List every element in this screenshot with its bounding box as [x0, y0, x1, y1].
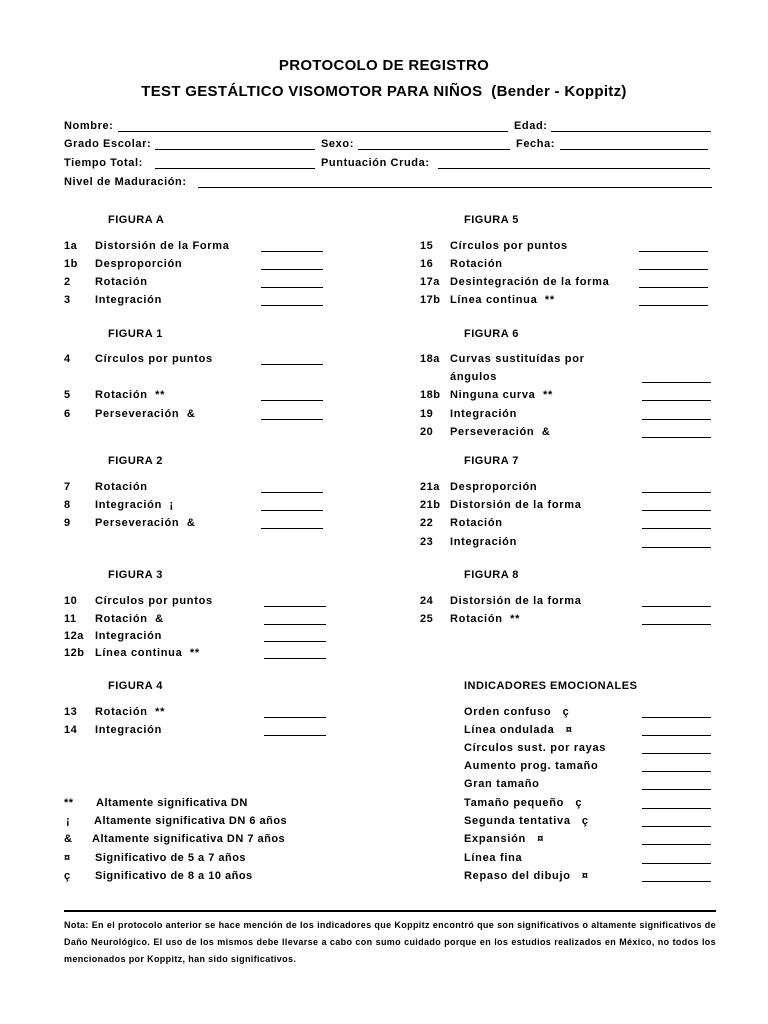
legend-text: Altamente significativa DN 6 años: [94, 815, 288, 827]
score-field[interactable]: [642, 881, 711, 882]
indicadores-emocionales-heading: INDICADORES EMOCIONALES: [464, 680, 638, 692]
item-label: Rotación **: [450, 613, 521, 625]
item-label: Integración ¡: [95, 499, 174, 511]
item-label: Rotación &: [95, 613, 164, 625]
figura-4-heading: FIGURA 4: [108, 680, 163, 692]
figura-5-heading: FIGURA 5: [464, 214, 519, 226]
emotional-indicator-label: Tamaño pequeño ç: [464, 797, 583, 809]
nombre-label: Nombre:: [64, 120, 114, 132]
item-label: Desproporción: [450, 481, 538, 493]
score-field[interactable]: [261, 510, 323, 511]
item-label: Perseveración &: [450, 426, 551, 438]
figura-a-heading: FIGURA A: [108, 214, 165, 226]
score-field[interactable]: [642, 528, 711, 529]
item-number: 21a: [420, 481, 440, 493]
item-label: Rotación: [95, 481, 148, 493]
item-label: Ninguna curva **: [450, 389, 553, 401]
score-field[interactable]: [642, 789, 711, 790]
tiempo-field[interactable]: [155, 168, 315, 169]
figura-7-heading: FIGURA 7: [464, 455, 519, 467]
grado-field[interactable]: [155, 149, 315, 150]
item-number: 7: [64, 481, 71, 493]
score-field[interactable]: [642, 437, 711, 438]
item-label: Desintegración de la forma: [450, 276, 610, 288]
item-number: 1a: [64, 240, 78, 252]
score-field[interactable]: [264, 717, 326, 718]
item-number: 3: [64, 294, 71, 306]
item-number: 1b: [64, 258, 78, 270]
score-field[interactable]: [264, 624, 326, 625]
score-field[interactable]: [639, 287, 708, 288]
legend-symbol: **: [64, 797, 74, 809]
score-field[interactable]: [642, 735, 711, 736]
item-label: Curvas sustituídas por: [450, 353, 585, 365]
item-number: 10: [64, 595, 78, 607]
score-field[interactable]: [642, 606, 711, 607]
score-field[interactable]: [642, 510, 711, 511]
item-label: Perseveración &: [95, 517, 196, 529]
emotional-indicator-label: Línea fina: [464, 852, 523, 864]
item-label: Desproporción: [95, 258, 183, 270]
item-number: 8: [64, 499, 71, 511]
item-number: 6: [64, 408, 71, 420]
score-field[interactable]: [261, 419, 323, 420]
fecha-label: Fecha:: [516, 138, 556, 150]
figura-1-heading: FIGURA 1: [108, 328, 163, 340]
sexo-label: Sexo:: [321, 138, 354, 150]
item-label: Línea continua **: [95, 647, 200, 659]
item-label: Integración: [95, 294, 162, 306]
figura-6-heading: FIGURA 6: [464, 328, 519, 340]
item-label: Línea continua **: [450, 294, 555, 306]
score-field[interactable]: [642, 844, 711, 845]
legend-symbol: ç: [64, 870, 71, 882]
item-number: 11: [64, 613, 77, 625]
item-label: Rotación: [95, 276, 148, 288]
score-field[interactable]: [642, 419, 711, 420]
item-label: Integración: [95, 724, 162, 736]
item-number: 9: [64, 517, 71, 529]
legend-text: Significativo de 8 a 10 años: [95, 870, 253, 882]
score-field[interactable]: [642, 808, 711, 809]
emotional-indicator-label: Segunda tentativa ç: [464, 815, 589, 827]
score-field[interactable]: [261, 287, 323, 288]
figura-8-heading: FIGURA 8: [464, 569, 519, 581]
legend-symbol: ¤: [64, 852, 71, 864]
legend-text: Altamente significativa DN: [96, 797, 248, 809]
item-number: 22: [420, 517, 434, 529]
item-label: Rotación: [450, 517, 503, 529]
item-number: 12b: [64, 647, 85, 659]
score-field[interactable]: [264, 641, 326, 642]
emotional-indicator-label: Repaso del dibujo ¤: [464, 870, 589, 882]
item-number: 21b: [420, 499, 441, 511]
title-line-2: TEST GESTÁLTICO VISOMOTOR PARA NIÑOS (Bender - Koppitz): [141, 83, 627, 100]
item-label: Integración: [450, 536, 517, 548]
score-field[interactable]: [261, 528, 323, 529]
item-number: 13: [64, 706, 78, 718]
score-field[interactable]: [261, 251, 323, 252]
item-number: 2: [64, 276, 71, 288]
emotional-indicator-label: Línea ondulada ¤: [464, 724, 573, 736]
score-field[interactable]: [642, 753, 711, 754]
score-field[interactable]: [642, 547, 711, 548]
item-label: Distorsión de la forma: [450, 499, 582, 511]
score-field[interactable]: [642, 771, 711, 772]
edad-field[interactable]: [551, 131, 711, 132]
tiempo-label: Tiempo Total:: [64, 157, 143, 169]
item-number: 14: [64, 724, 78, 736]
item-label: Rotación: [450, 258, 503, 270]
emotional-indicator-label: Expansión ¤: [464, 833, 545, 845]
item-number: 5: [64, 389, 71, 401]
title-line-1: PROTOCOLO DE REGISTRO: [278, 57, 490, 74]
grado-label: Grado Escolar:: [64, 138, 152, 150]
legend-text: Altamente significativa DN 7 años: [92, 833, 286, 845]
nombre-field[interactable]: [118, 131, 508, 132]
score-field[interactable]: [264, 735, 326, 736]
item-number: 18b: [420, 389, 441, 401]
score-field[interactable]: [639, 305, 708, 306]
item-number: 23: [420, 536, 434, 548]
score-field[interactable]: [642, 717, 711, 718]
item-label: Distorsión de la Forma: [95, 240, 230, 252]
figura-2-heading: FIGURA 2: [108, 455, 163, 467]
score-field[interactable]: [261, 269, 323, 270]
item-number: 18a: [420, 353, 440, 365]
item-number: 16: [420, 258, 434, 270]
fecha-field[interactable]: [560, 149, 708, 150]
item-label: Rotación **: [95, 706, 166, 718]
score-field[interactable]: [642, 400, 711, 401]
emotional-indicator-label: Orden confuso ç: [464, 706, 570, 718]
item-label-continuation: ángulos: [450, 371, 498, 383]
item-label: Integración: [450, 408, 517, 420]
item-number: 19: [420, 408, 434, 420]
item-number: 24: [420, 595, 434, 607]
score-field[interactable]: [642, 863, 711, 864]
nivel-field[interactable]: [198, 187, 712, 188]
item-number: 4: [64, 353, 71, 365]
puntuacion-label: Puntuación Cruda:: [321, 157, 430, 169]
divider: [64, 910, 716, 912]
item-number: 12a: [64, 630, 84, 642]
legend-text: Significativo de 5 a 7 años: [95, 852, 247, 864]
score-field[interactable]: [639, 251, 708, 252]
nivel-label: Nivel de Maduración:: [64, 176, 187, 188]
score-field[interactable]: [264, 606, 326, 607]
score-field[interactable]: [261, 364, 323, 365]
item-number: 25: [420, 613, 434, 625]
emotional-indicator-label: Círculos sust. por rayas: [464, 742, 607, 754]
item-number: 17b: [420, 294, 441, 306]
emotional-indicator-label: Aumento prog. tamaño: [464, 760, 599, 772]
item-label: Perseveración &: [95, 408, 196, 420]
edad-label: Edad:: [514, 120, 548, 132]
item-label: Círculos por puntos: [450, 240, 568, 252]
score-field[interactable]: [642, 492, 711, 493]
legend-symbol: ¡: [66, 815, 71, 827]
item-number: 15: [420, 240, 434, 252]
item-label: Círculos por puntos: [95, 353, 213, 365]
puntuacion-field[interactable]: [438, 168, 710, 169]
score-field[interactable]: [261, 400, 323, 401]
item-number: 20: [420, 426, 434, 438]
item-label: Distorsión de la forma: [450, 595, 582, 607]
item-label: Rotación **: [95, 389, 166, 401]
footnote: Nota: En el protocolo anterior se hace mención de los indicadores que Koppitz encontró que son significativos o altamente significativos de Daño Neurológico. El uso de los mismos debe llevarse a cabo con sumo cuidado porque en los estudios realizados en México, no todos los mencionados por Koppitz, han sido significativos.: [64, 920, 716, 964]
item-label: Círculos por puntos: [95, 595, 213, 607]
score-field[interactable]: [264, 658, 326, 659]
legend-symbol: &: [64, 833, 73, 845]
figura-3-heading: FIGURA 3: [108, 569, 163, 581]
score-field[interactable]: [642, 826, 711, 827]
score-field[interactable]: [261, 492, 323, 493]
sexo-field[interactable]: [358, 149, 510, 150]
score-field[interactable]: [642, 382, 711, 383]
score-field[interactable]: [639, 269, 708, 270]
item-label: Integración: [95, 630, 162, 642]
emotional-indicator-label: Gran tamaño: [464, 778, 540, 790]
score-field[interactable]: [261, 305, 323, 306]
item-number: 17a: [420, 276, 440, 288]
score-field[interactable]: [642, 624, 711, 625]
